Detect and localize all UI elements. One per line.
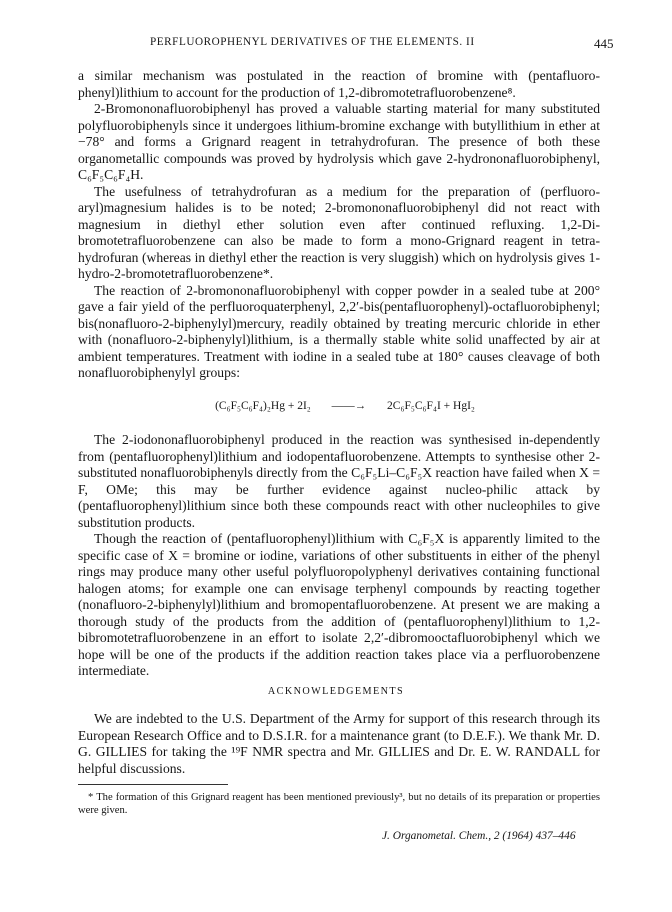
footnote	[78, 791, 600, 817]
paragraph: a similar mechanism was postulated in the reaction of bromine with (pentafluoro-phenyl)lithium to account for the production of 1,2-dibromotetrafluorobenzene⁸.	[78, 68, 600, 100]
acknowledgements-heading: ACKNOWLEDGEMENTS	[267, 686, 405, 697]
running-head	[0, 36, 672, 54]
paragraph: The reaction of 2-bromononafluorobiphenyl with copper powder in a sealed tube at 200° gave a fair yield of the perfluoroquaterphenyl, 2,2′-bis(pentafluorophenyl)-octafluorobiphenyl; bis(nonafluoro-2-biphenylyl)mercury, readily obtained by treating mercuric chloride in ether with (nonafluoro-2-biphenylyl)lithium, is a thermally stable white solid unaffected by air at ambient temperatures. Treatment with iodine in a sealed tube at 180° causes cleavage of both nonafluorobiphenylyl groups:	[78, 282, 600, 380]
body-text-continued	[78, 432, 600, 680]
paragraph: The 2-iodononafluorobiphenyl produced in the reaction was synthesised in-dependently from (pentafluorophenyl)lithium and iodopentafluorobenzene. Attempts to synthesise other 2-substituted nonafluorobiphenyls directly from the C₆F₅Li–C₆F₅X reaction have failed when X = F, OMe; this may be further evidence against nucleo-philic attack by (pentafluorophenyl)lithium since both these compounds react with other nucleophiles to give substitution products.	[78, 432, 600, 530]
paragraph: Though the reaction of (pentafluorophenyl)lithium with C₆F₅X is apparently limited to the specific case of X = bromine or iodine, variations of other substituents in either of the phenyl rings may produce many other useful polyfluoropolyphenyl derivatives containing functional halogen atoms; for example one can envisage terphenyl compounds by reacting together (nonafluoro-2-biphenylyl)lithium and bromopentafluorobenzene. At present we are making a thorough study of the products from the addition of (pentafluorophenyl)lithium to 1,2-bibromotetrafluorobenzene in an effort to isolate 2,2′-dibromooctafluorobiphenyl which we hope will be one of the products if the addition reaction takes place via a perfluorobenzene intermediate.	[78, 531, 600, 678]
journal-reference: J. Organometal. Chem., 2 (1964) 437–446	[382, 830, 576, 842]
footnote-rule	[78, 784, 228, 785]
paragraph: The usefulness of tetrahydrofuran as a medium for the preparation of (perfluoro-aryl)magnesium halides is to be noted; 2-bromononafluorobiphenyl did not react with magnesium in diethyl ether solution even after continued refluxing. 1,2-Di-bromotetrafluorobenzene can also be made to form a mono-Grignard reagent in tetra-hydrofuran (whereas in diethyl ether the reaction is very sluggish) which on hydrolysis gives 1-hydro-2-bromotetrafluorobenzene*.	[78, 183, 600, 281]
equation-reactants: (C₆F₅C₆F₄)₂Hg + 2I₂	[215, 400, 311, 412]
running-head-title: PERFLUOROPHENYL DERIVATIVES OF THE ELEMENTS. II	[150, 36, 475, 48]
page-number: 445	[594, 36, 614, 51]
acknowledgements-text: We are indebted to the U.S. Department of the Army for support of this research through its European Research Office and to D.S.I.R. for a maintenance grant (to D.E.F.). We thank Mr. D. G. GILLIES for taking the ¹⁹F NMR spectra and Mr. GILLIES and Dr. E. W. RANDALL for helpful discussions.	[78, 711, 600, 776]
body-text	[78, 68, 600, 382]
equation-products: 2C₆F₅C₆F₄I + HgI₂	[387, 400, 475, 412]
equation-arrow: ——→	[331, 400, 367, 412]
reaction-equation	[0, 400, 672, 412]
paragraph: 2-Bromononafluorobiphenyl has proved a valuable starting material for many substituted polyfluorobiphenyls since it undergoes lithium-bromine exchange with butyllithium in ether at −78° and forms a Grignard reagent in tetrahydrofuran. The presence of both these organometallic compounds was proved by hydrolysis which gave 2-hydrononafluorobiphenyl, C₆F₅C₆F₄H.	[78, 101, 600, 182]
footnote-text: * The formation of this Grignard reagent has been mentioned previously³, but no details of its preparation or properties were given.	[78, 792, 600, 816]
acknowledgements-section	[78, 711, 600, 777]
